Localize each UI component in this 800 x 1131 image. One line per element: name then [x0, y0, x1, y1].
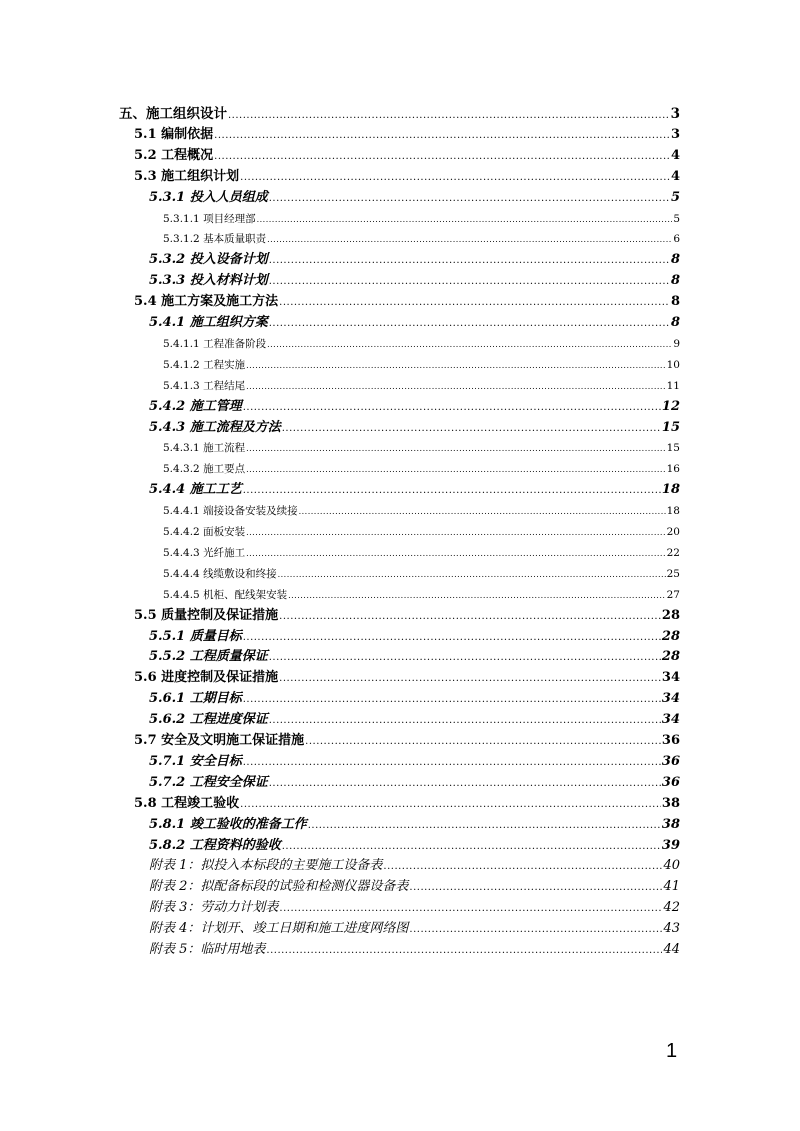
toc-entry-page: 42 — [663, 900, 680, 916]
toc-entry[interactable] — [163, 229, 680, 249]
toc-entry-page: 18 — [666, 505, 680, 518]
toc-entry[interactable] — [149, 397, 680, 417]
toc-entry[interactable] — [134, 794, 680, 814]
dot-leader — [409, 920, 662, 940]
dot-leader — [308, 816, 661, 836]
toc-entry-title: 5.3.2 投入设备计划 — [149, 252, 268, 268]
toc-entry-page: 44 — [663, 942, 680, 957]
toc-entry[interactable] — [134, 731, 680, 751]
toc-entry-title: 5.4.4.4 线缆敷设和终接 — [163, 567, 277, 580]
dot-leader — [243, 398, 661, 418]
toc-entry[interactable] — [163, 564, 680, 584]
toc-entry[interactable] — [149, 919, 680, 939]
toc-entry-title: 5.4.3.2 施工要点 — [163, 463, 246, 476]
toc-entry-page: 40 — [663, 858, 680, 874]
toc-entry[interactable] — [163, 585, 680, 605]
toc-entry-page: 39 — [661, 837, 680, 853]
toc-entry[interactable] — [134, 146, 680, 166]
toc-entry-title: 5.4.4.1 端接设备安装及续接 — [163, 505, 298, 518]
toc-entry-title: 附表 3：劳动力计划表 — [149, 900, 279, 916]
toc-entry-title: 5.6.1 工期目标 — [149, 691, 242, 707]
toc-entry-title: 附表 5：临时用地表 — [149, 942, 266, 957]
toc-entry-title: 5.4 施工方案及施工方法 — [134, 294, 279, 310]
toc-entry-title: 附表 2：拟配备标段的试验和检测仪器设备表 — [149, 879, 409, 895]
toc-entry-title: 5.7.2 工程安全保证 — [149, 774, 268, 790]
toc-entry[interactable] — [163, 334, 680, 354]
dot-leader — [409, 878, 662, 898]
toc-entry-page: 28 — [661, 628, 680, 644]
toc-entry-page: 28 — [661, 607, 680, 623]
dot-leader — [246, 523, 666, 543]
toc-entry[interactable] — [163, 543, 680, 563]
toc-entry-page: 4 — [670, 168, 680, 184]
toc-entry-title: 5.7 安全及文明施工保证措施 — [134, 733, 305, 748]
toc-entry-page: 15 — [661, 419, 680, 435]
dot-leader — [246, 377, 666, 397]
toc-entry-page: 3 — [670, 106, 680, 122]
toc-entry[interactable] — [149, 480, 680, 500]
toc-entry-title: 附表 4：计划开、竣工日期和施工进度网络图 — [149, 921, 409, 937]
toc-entry[interactable] — [134, 292, 680, 312]
toc-entry-title: 5.6 进度控制及保证措施 — [134, 670, 279, 686]
toc-entry[interactable] — [163, 459, 680, 479]
toc-entry-page: 38 — [661, 795, 680, 811]
toc-entry-page: 34 — [661, 670, 680, 686]
toc-entry-page: 41 — [663, 879, 680, 895]
toc-entry-title: 5.5.2 工程质量保证 — [149, 649, 268, 665]
toc-entry-title: 5.4.1.2 工程实施 — [163, 358, 246, 371]
toc-entry[interactable] — [149, 836, 680, 856]
toc-entry-title: 5.3.1.2 基本质量职责 — [163, 233, 267, 246]
toc-entry-title: 5.4.4 施工工艺 — [149, 482, 242, 498]
toc-entry-page: 28 — [661, 649, 680, 665]
toc-entry-page: 5 — [673, 212, 680, 225]
toc-entry-page: 34 — [661, 691, 680, 707]
toc-entry-title: 5.4.1.3 工程结尾 — [163, 379, 246, 392]
toc-entry[interactable] — [134, 606, 680, 626]
toc-entry-title: 5.3.1 投入人员组成 — [149, 189, 268, 205]
toc-entry-page: 43 — [663, 921, 680, 937]
page-number: 1 — [666, 1040, 678, 1062]
toc-entry-title: 5.5.1 质量目标 — [149, 628, 242, 644]
dot-leader — [282, 419, 661, 439]
toc-entry-page: 10 — [666, 358, 680, 371]
dot-leader — [279, 607, 661, 627]
toc-entry-page: 3 — [670, 126, 680, 142]
toc-entry-title: 5.4.4.5 机柜、配线架安装 — [163, 588, 288, 601]
dot-leader — [243, 753, 661, 773]
toc-entry-page: 36 — [661, 774, 680, 790]
dot-leader — [267, 230, 672, 250]
dot-leader — [269, 711, 661, 731]
toc-entry-page: 25 — [666, 567, 680, 580]
toc-entry[interactable] — [149, 647, 680, 667]
toc-entry[interactable] — [134, 167, 680, 187]
toc-entry[interactable] — [163, 522, 680, 542]
toc-entry[interactable] — [149, 940, 680, 960]
toc-entry-title: 5.1 编制依据 — [134, 126, 214, 142]
toc-entry-title: 5.4.1.1 工程准备阶段 — [163, 337, 267, 350]
dot-leader — [279, 669, 661, 689]
toc-entry-title: 5.4.3 施工流程及方法 — [149, 419, 281, 435]
toc-entry[interactable] — [149, 752, 680, 772]
toc-entry-page: 27 — [666, 588, 680, 601]
toc-entry-page: 38 — [661, 816, 680, 832]
toc-entry-title: 5.8.2 工程资料的验收 — [149, 837, 281, 853]
toc-entry[interactable] — [149, 815, 680, 835]
dot-leader — [269, 251, 670, 271]
toc-entry[interactable] — [149, 188, 680, 208]
toc-entry-page: 12 — [661, 398, 680, 414]
toc-entry[interactable] — [149, 250, 680, 270]
toc-entry[interactable] — [149, 710, 680, 730]
dot-leader — [299, 502, 666, 522]
toc-entry-title: 5.8 工程竣工验收 — [134, 795, 240, 811]
toc-entry[interactable] — [134, 668, 680, 688]
toc-entry[interactable] — [163, 501, 680, 521]
toc-entry[interactable] — [149, 271, 680, 291]
dot-leader — [243, 481, 661, 501]
toc-entry[interactable] — [149, 898, 680, 918]
toc-entry-page: 8 — [670, 294, 680, 310]
toc-entry[interactable] — [149, 877, 680, 897]
toc-entry-page: 8 — [670, 315, 680, 330]
toc-entry[interactable] — [149, 856, 680, 876]
dot-leader — [279, 899, 662, 919]
toc-entry-page: 5 — [670, 189, 680, 205]
toc-entry[interactable] — [149, 689, 680, 709]
toc-entry-page: 20 — [666, 526, 680, 538]
dot-leader — [282, 837, 661, 857]
toc-entry-page: 6 — [673, 233, 680, 246]
dot-leader — [269, 314, 670, 334]
dot-leader — [214, 147, 670, 167]
dot-leader — [240, 168, 670, 188]
dot-leader — [266, 941, 662, 961]
toc-entry-title: 5.4.1 施工组织方案 — [149, 315, 268, 330]
dot-leader — [240, 795, 661, 815]
dot-leader — [383, 857, 662, 877]
dot-leader — [246, 544, 666, 564]
toc-entry-title: 5.3 施工组织计划 — [134, 168, 240, 184]
dot-leader — [279, 293, 670, 313]
dot-leader — [246, 439, 666, 459]
toc-entry-title: 5.5 质量控制及保证措施 — [134, 607, 279, 623]
toc-entry[interactable] — [163, 438, 680, 458]
toc-entry[interactable] — [149, 627, 680, 647]
dot-leader — [228, 106, 670, 126]
toc-entry[interactable] — [134, 125, 680, 145]
dot-leader — [214, 126, 670, 146]
toc-entry-title: 5.4.4.2 面板安装 — [163, 526, 246, 538]
dot-leader — [288, 586, 666, 606]
toc-entry[interactable] — [149, 418, 680, 438]
toc-entry[interactable] — [119, 104, 680, 124]
dot-leader — [243, 628, 661, 648]
toc-entry-page: 16 — [666, 463, 680, 476]
toc-entry-title: 5.3.1.1 项目经理部 — [163, 212, 256, 225]
toc-entry-title: 5.4.3.1 施工流程 — [163, 442, 246, 455]
toc-entry-page: 8 — [670, 252, 680, 268]
dot-leader — [246, 356, 666, 376]
dot-leader — [269, 774, 661, 794]
dot-leader — [305, 732, 661, 752]
toc-entry-title: 5.3.3 投入材料计划 — [149, 273, 268, 289]
toc-entry-page: 15 — [666, 442, 680, 455]
toc-entry-page: 36 — [661, 753, 680, 769]
dot-leader — [269, 648, 661, 668]
toc-entry-page: 9 — [673, 337, 680, 350]
dot-leader — [243, 690, 661, 710]
toc-entry-title: 5.7.1 安全目标 — [149, 753, 242, 769]
toc-entry[interactable] — [163, 355, 680, 375]
dot-leader — [269, 272, 670, 292]
toc-entry-page: 34 — [661, 712, 680, 728]
toc-entry-page: 22 — [666, 546, 680, 559]
toc-entry-page: 36 — [661, 733, 680, 748]
toc-entry-title: 5.6.2 工程进度保证 — [149, 712, 268, 728]
toc-entry-page: 18 — [661, 482, 680, 498]
toc-entry[interactable] — [163, 376, 680, 396]
dot-leader — [278, 565, 666, 585]
dot-leader — [269, 189, 670, 209]
toc-entry-page: 4 — [670, 147, 680, 163]
dot-leader — [246, 460, 666, 480]
toc-entry-title: 附表 1：拟投入本标段的主要施工设备表 — [149, 858, 383, 874]
toc-entry-title: 5.4.4.3 光纤施工 — [163, 546, 246, 559]
toc-entry-title: 5.8.1 竣工验收的准备工作 — [149, 816, 307, 832]
toc-entry-title: 5.4.2 施工管理 — [149, 398, 242, 414]
toc-entry[interactable] — [163, 209, 680, 229]
toc-entry-page: 8 — [670, 273, 680, 289]
dot-leader — [267, 335, 672, 355]
toc-entry-title: 5.2 工程概况 — [134, 147, 214, 163]
toc-entry[interactable] — [149, 313, 680, 333]
toc-entry-title: 五、施工组织设计 — [119, 106, 227, 122]
dot-leader — [257, 210, 673, 230]
toc-entry[interactable] — [149, 773, 680, 793]
toc-entry-page: 11 — [666, 379, 680, 392]
